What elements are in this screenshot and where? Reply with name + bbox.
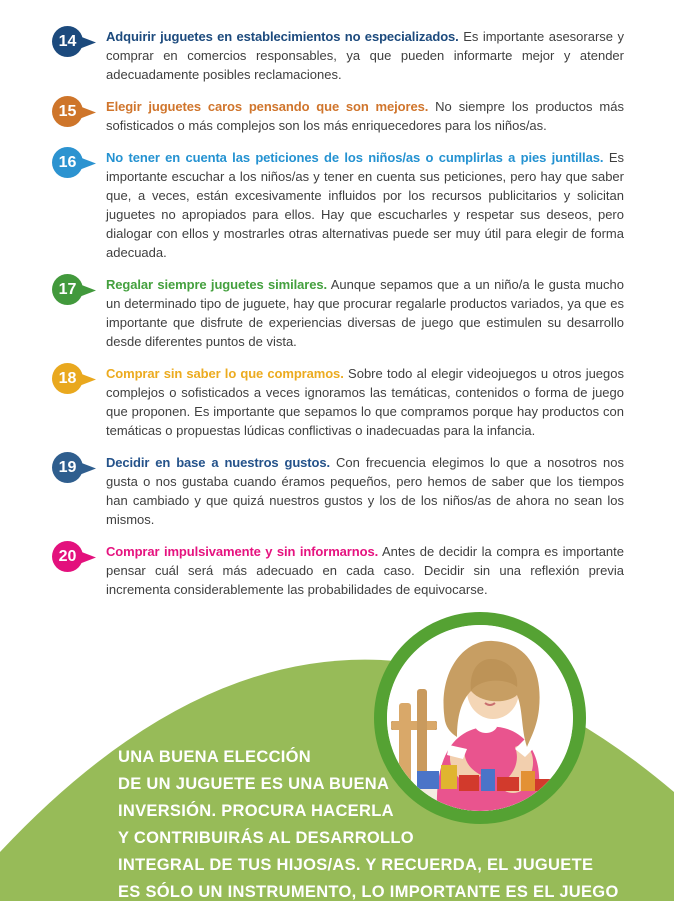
slogan-line: UNA BUENA ELECCIÓN	[118, 748, 312, 766]
tip-heading: No tener en cuenta las peticiones de los niños/as o cumplirlas a pies juntillas.	[106, 150, 604, 165]
tip-heading: Regalar siempre juguetes similares.	[106, 277, 327, 292]
tip-heading: Decidir en base a nuestros gustos.	[106, 455, 330, 470]
slogan-line: Y CONTRIBUIRÁS AL DESARROLLO	[118, 829, 414, 847]
tip-body: Antes de decidir la compra es importante pensar cuál será más adecuado en cada caso. Decidir sin una reflexión previa incrementa considerablemente las probabilidades de equivocarse.	[106, 544, 624, 597]
tip-number: 17	[52, 274, 83, 305]
tips-list	[52, 26, 624, 611]
tip-body: Aunque sepamos que a un niño/a le gusta mucho un determinado tipo de juguete, hay que procurar regalarle productos variados, ya que es importante que disfrute de experiencias diversas de juego que estimulen su desarrollo desde diferentes puntos de vista.	[106, 277, 624, 349]
tip-number: 20	[52, 541, 83, 572]
tip-paragraph	[106, 453, 624, 529]
tip-number: 15	[52, 96, 83, 127]
tip-item-15	[52, 96, 624, 135]
tip-body: Con frecuencia elegimos lo que a nosotros nos gusta o nos gustaba cuando éramos pequeños, pero hemos de saber que los tiempos han cambiado y que quizá nuestros gustos y los de los niños/as de ahora no sean los mismos.	[106, 455, 624, 527]
tip-item-17	[52, 274, 624, 351]
tip-item-16	[52, 147, 624, 262]
tip-body: Es importante escuchar a los niños/as y tener en cuenta sus peticiones, pero hay que saber que, a veces, están excesivamente influidos por los recursos publicitarios y solicitan juguetes no apropiados para ellos. Hay que escucharles y respetar sus deseos, pero dialogar con ellos y mostrarles otras alternativas puede ser muy útil para elegir de forma adecuada.	[106, 150, 624, 260]
tip-number: 18	[52, 363, 83, 394]
tip-item-14	[52, 26, 624, 84]
tip-item-19	[52, 452, 624, 529]
tip-14-badge	[52, 26, 106, 84]
tip-18-badge	[52, 363, 106, 440]
tip-heading: Elegir juguetes caros pensando que son mejores.	[106, 99, 429, 114]
slogan-line: DE UN JUGUETE ES UNA BUENA	[118, 775, 390, 793]
tip-number: 16	[52, 147, 83, 178]
tip-paragraph	[106, 275, 624, 351]
tip-heading: Comprar impulsivamente y sin informarnos.	[106, 544, 379, 559]
tip-heading: Comprar sin saber lo que compramos.	[106, 366, 344, 381]
tip-body: Es importante asesorarse y comprar en comercios responsables, ya que pueden informarte mejor y atender adecuadamente posibles reclamaciones.	[106, 29, 625, 82]
tip-item-18	[52, 363, 624, 440]
tip-body: Sobre todo al elegir videojuegos u otros juegos complejos o sofisticados a veces ignoramos las temáticas, contenidos o forma de juego que proponen. Es importante que sepamos lo que compramos porque hay productos con temáticas o propuestas lúdicas conflictivas o inadecuadas para la infancia.	[106, 366, 624, 438]
tip-number: 14	[52, 26, 83, 57]
tip-heading: Adquirir juguetes en establecimientos no especializados.	[106, 29, 459, 44]
tip-19-badge	[52, 452, 106, 529]
tip-item-20	[52, 541, 624, 599]
tip-number: 19	[52, 452, 83, 483]
slogan-line: ES SÓLO UN INSTRUMENTO, LO IMPORTANTE ES EL JUEGO	[118, 883, 619, 901]
tip-15-badge	[52, 96, 106, 135]
tip-paragraph	[106, 148, 624, 262]
footer-slogan	[118, 744, 619, 901]
slogan-line: INVERSIÓN. PROCURA HACERLA	[118, 802, 394, 820]
tip-17-badge	[52, 274, 106, 351]
tip-body: No siempre los productos más sofisticados o más complejos son los más enriquecedores para los niños/as.	[106, 99, 624, 133]
tip-20-badge	[52, 541, 106, 599]
tip-paragraph	[106, 364, 624, 440]
tip-paragraph	[106, 97, 624, 135]
slogan-line: INTEGRAL DE TUS HIJOS/AS. Y RECUERDA, EL JUGUETE	[118, 856, 594, 874]
tip-16-badge	[52, 147, 106, 262]
tip-paragraph	[106, 27, 624, 84]
tip-paragraph	[106, 542, 624, 599]
